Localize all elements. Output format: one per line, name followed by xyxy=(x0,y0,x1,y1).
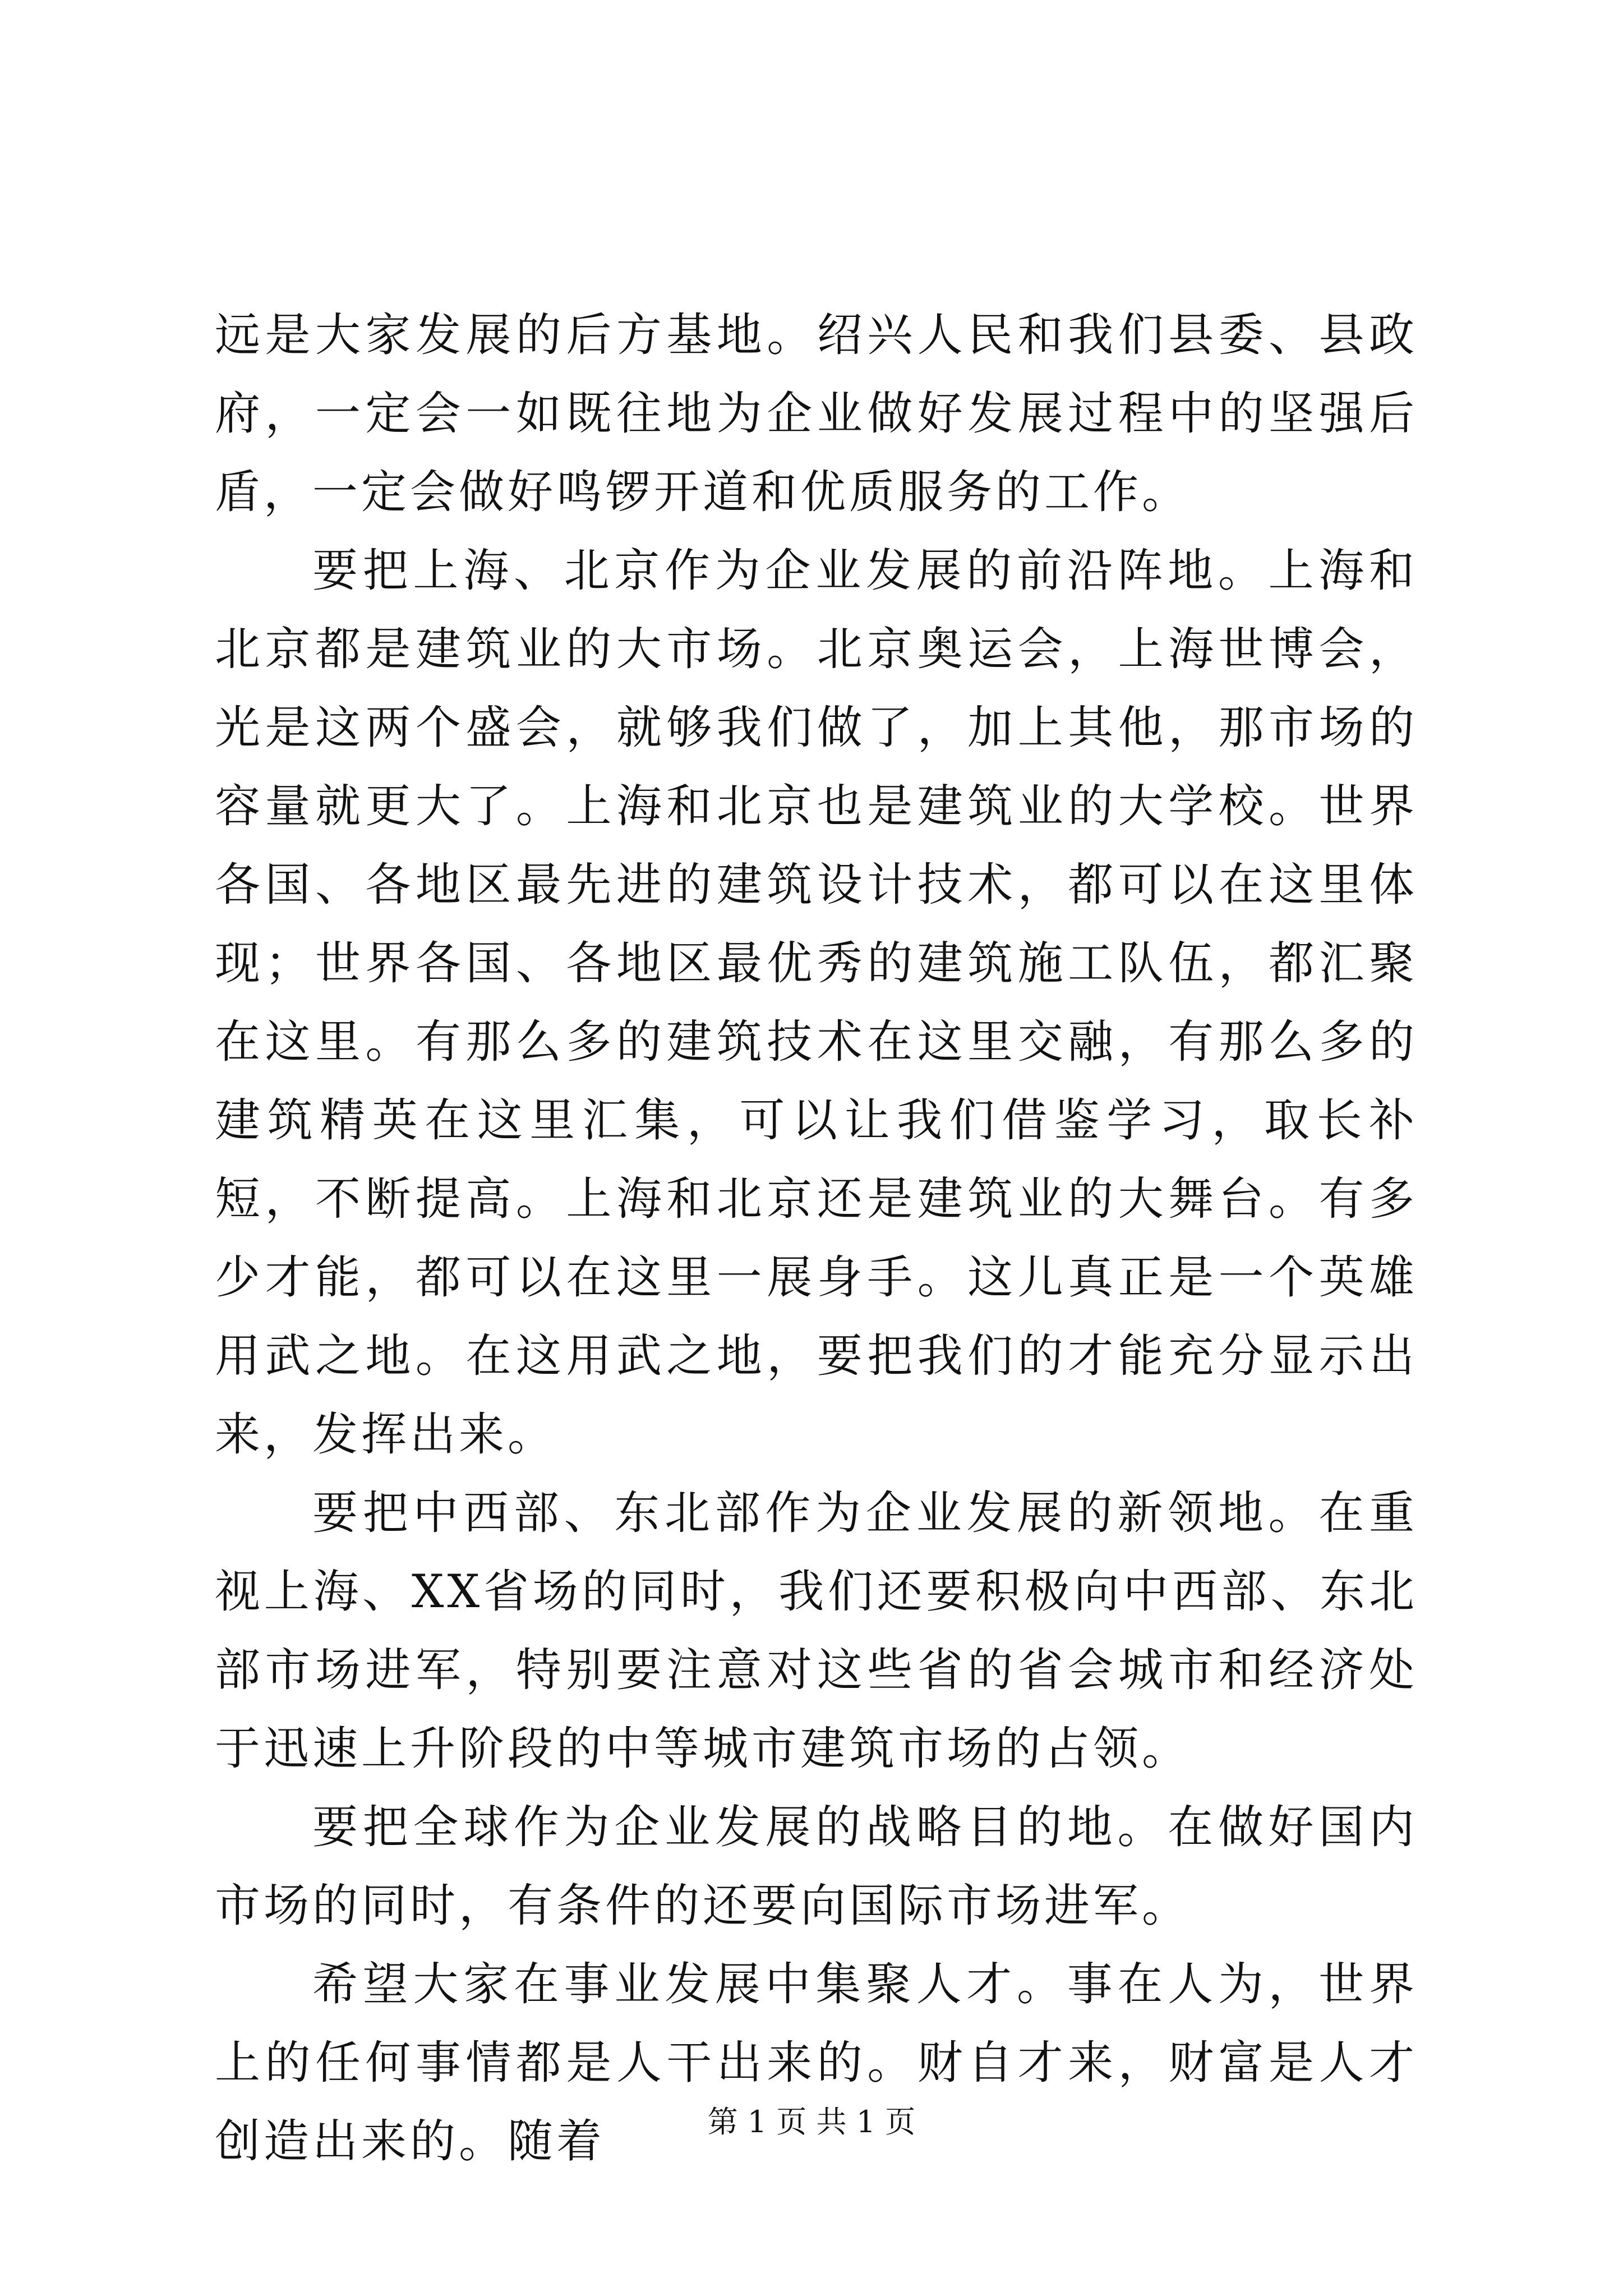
paragraph-4: 要把全球作为企业发展的战略目的地。在做好国内市场的同时，有条件的还要向国际市场进军。 xyxy=(215,1801,1418,1932)
paragraph-1: 远是大家发展的后方基地。绍兴人民和我们县委、县政府，一定会一如既往地为企业做好发展过程中的坚强后盾，一定会做好鸣锣开道和优质服务的工作。 xyxy=(215,309,1418,519)
paragraph-3: 要把中西部、东北部作为企业发展的新领地。在重视上海、XX省场的同时，我们还要积极向中西部、东北部市场进军，特别要注意对这些省的省会城市和经济处于迅速上升阶段的中等城市建筑市场的占领。 xyxy=(215,1487,1418,1775)
document-body xyxy=(215,296,1418,2181)
paragraph-5: 希望大家在事业发展中集聚人才。事在人为，世界上的任何事情都是人干出来的。财自才来，财富是人才创造出来的。随着 xyxy=(215,1958,1418,2168)
page-footer: 第 1 页 共 1 页 xyxy=(707,2104,916,2139)
paragraph-2: 要把上海、北京作为企业发展的前沿阵地。上海和北京都是建筑业的大市场。北京奥运会，上海世博会，光是这两个盛会，就够我们做了，加上其他，那市场的容量就更大了。上海和北京也是建筑业的大学校。世界各国、各地区最先进的建筑设计技术，都可以在这里体现；世界各国、各地区最优秀的建筑施工队伍，都汇聚在这里。有那么多的建筑技术在这里交融，有那么多的建筑精英在这里汇集，可以让我们借鉴学习，取长补短，不断提高。上海和北京还是建筑业的大舞台。有多少才能，都可以在这里一展身手。这儿真正是一个英雄用武之地。在这用武之地，要把我们的才能充分显示出来，发挥出来。 xyxy=(215,545,1418,1461)
